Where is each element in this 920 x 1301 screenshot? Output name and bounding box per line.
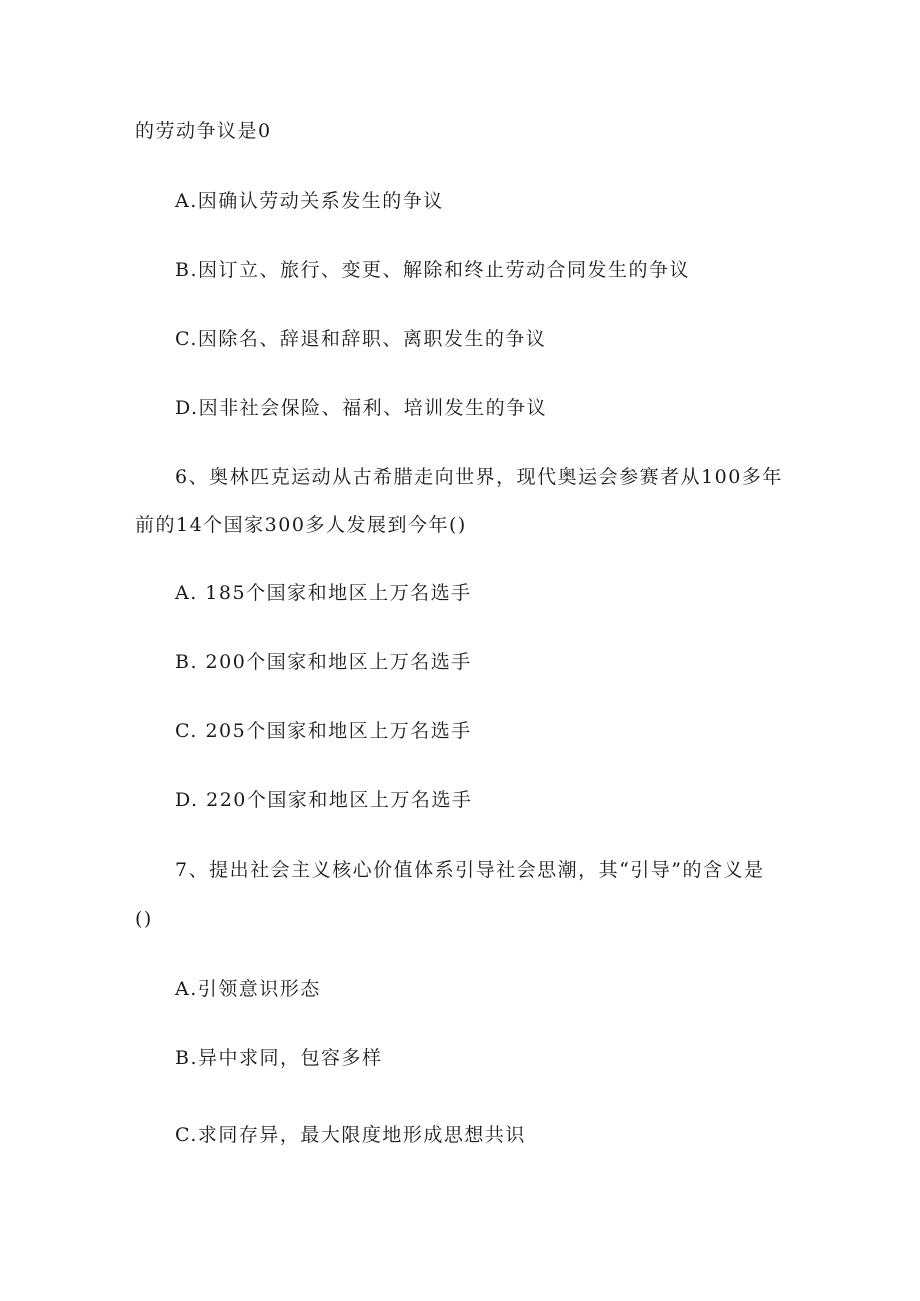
question-6-text-continuation: 前的14个国家300多人发展到今年() (135, 514, 467, 536)
question-7-text-continuation: () (135, 908, 153, 930)
question-5-option-a: A.因确认劳动关系发生的争议 (175, 190, 444, 212)
question-6-option-c: C. 205个国家和地区上万名选手 (175, 720, 472, 742)
question-6-option-b: B. 200个国家和地区上万名选手 (175, 651, 472, 673)
question-5-continuation: 的劳动争议是0 (135, 120, 272, 142)
question-5-option-c: C.因除名、辞退和辞职、离职发生的争议 (175, 328, 547, 350)
question-5-option-d: D.因非社会保险、福利、培训发生的争议 (175, 397, 548, 419)
question-5-option-b: B.因订立、旅行、变更、解除和终止劳动合同发生的争议 (175, 259, 691, 281)
question-6-text: 6、奥林匹克运动从古希腊走向世界，现代奥运会参赛者从100多年 (175, 466, 783, 488)
question-7-option-c: C.求同存异，最大限度地形成思想共识 (175, 1124, 526, 1146)
question-6-option-a: A. 185个国家和地区上万名选手 (175, 582, 472, 604)
question-6-option-d: D. 220个国家和地区上万名选手 (175, 789, 473, 811)
question-7-option-a: A.引领意识形态 (175, 978, 321, 1000)
question-7-option-b: B.异中求同，包容多样 (175, 1047, 383, 1069)
question-7-text: 7、提出社会主义核心价值体系引导社会思潮，其“引导”的含义是 (175, 859, 765, 881)
